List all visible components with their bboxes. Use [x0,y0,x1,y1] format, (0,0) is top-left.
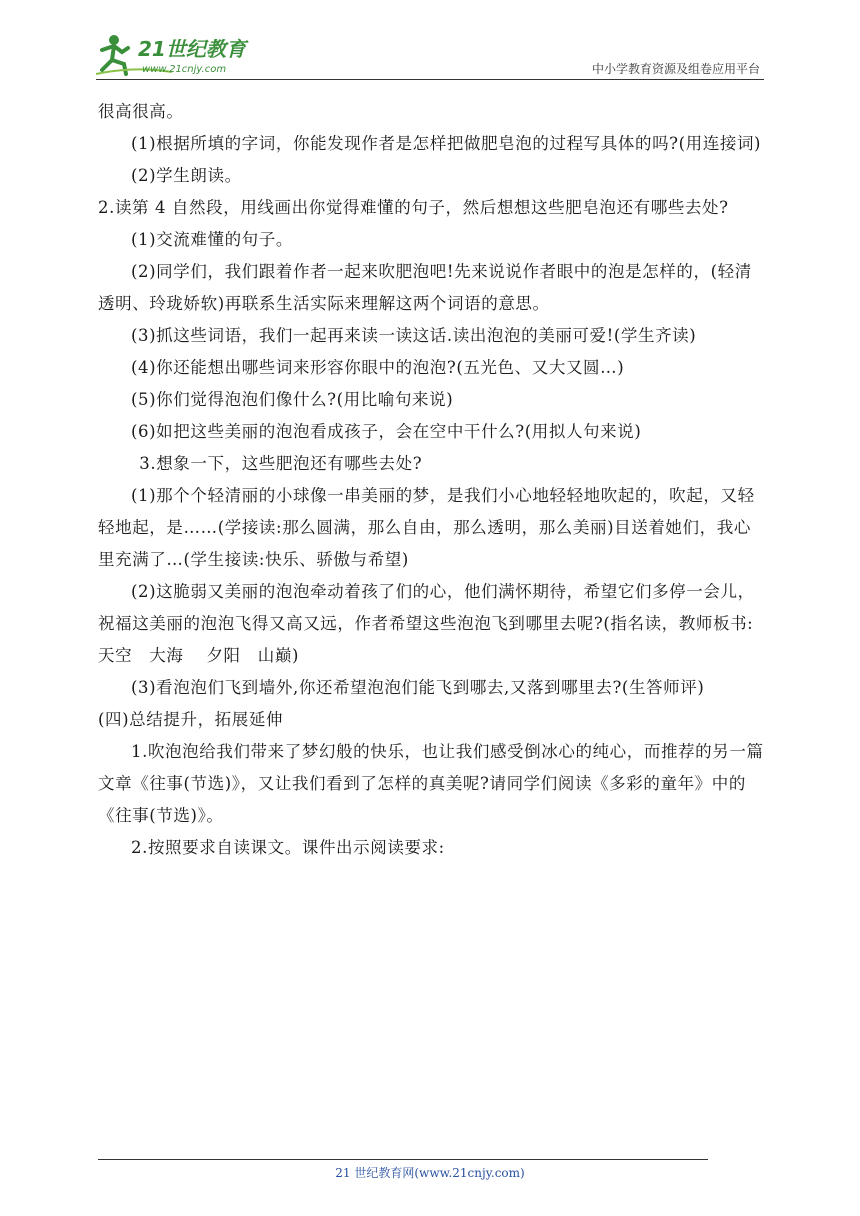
paragraph: (4)你还能想出哪些词来形容你眼中的泡泡?(五光色、又大又圆…) [131,358,625,377]
paragraph: 2.按照要求自读课文。课件出示阅读要求: [131,838,445,857]
paragraph: (四)总结提升，拓展延伸 [98,710,284,729]
header-divider [96,79,764,80]
paragraph: (3)抓这些词语，我们一起再来读一读这话.读出泡泡的美丽可爱!(学生齐读) [131,326,697,345]
paragraph: (2)这脆弱又美丽的泡泡牵动着孩了们的心，他们满怀期待，希望它们多停一会儿，祝福这美丽的泡泡飞得又高又远，作者希望这些泡泡飞到哪里去呢?(指名读，教师板书:天空 大海 夕阳 山巅) [98,582,755,665]
paragraph: 很高很高。 [98,102,184,121]
paragraph: 2.读第 4 自然段，用线画出你觉得难懂的句子，然后想想这些肥皂泡还有哪些去处? [98,198,729,217]
page-footer[interactable]: 21 世纪教育网(www.21cnjy.com) [335,1166,525,1180]
paragraph: (5)你们觉得泡泡们像什么?(用比喻句来说) [131,390,454,409]
paragraph: (2)同学们，我们跟着作者一起来吹肥泡吧!先来说说作者眼中的泡是怎样的，(轻清透明、玲珑娇软)再联系生活实际来理解这两个词语的意思。 [98,262,752,313]
page-header [0,0,860,90]
paragraph: (2)学生朗读。 [131,166,242,185]
logo-url: www.21cnjy.com [142,64,227,75]
site-logo[interactable] [92,30,262,80]
paragraph: (1)交流难懂的句子。 [131,230,293,249]
logo-graphic [92,30,262,80]
paragraph: (1)那个个轻清丽的小球像一串美丽的梦，是我们小心地轻轻地吹起的，吹起，又轻轻地起，是……(学接读:那么圆满，那么自由，那么透明，那么美丽)目送着她们，我心里充满了…(学生接读:快乐、骄傲与希望) [98,486,755,569]
footer-divider [98,1159,708,1160]
paragraph: (1)根据所填的字词，你能发现作者是怎样把做肥皂泡的过程写具体的吗?(用连接词) [131,134,762,153]
paragraph: 3.想象一下，这些肥泡还有哪些去处? [139,454,423,473]
paragraph: (3)看泡泡们飞到墙外,你还希望泡泡们能飞到哪去,又落到哪里去?(生答师评) [131,678,705,697]
document-body [98,96,766,864]
logo-text: 21世纪教育 [138,37,246,61]
paragraph: (6)如把这些美丽的泡泡看成孩子，会在空中干什么?(用拟人句来说) [131,422,642,441]
paragraph: 1.吹泡泡给我们带来了梦幻般的快乐，也让我们感受倒冰心的纯心，而推荐的另一篇文章《往事(节选)》，又让我们看到了怎样的真美呢?请同学们阅读《多彩的童年》中的《往事(节选)》。 [98,742,764,825]
site-name: 中小学教育资源及组卷应用平台 [591,62,760,76]
